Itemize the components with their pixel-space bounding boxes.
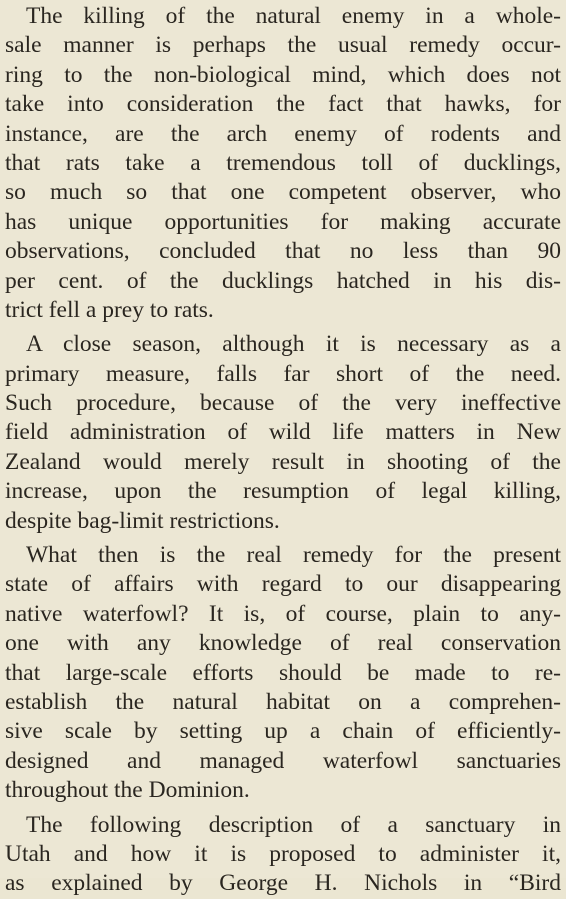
text-line: trict fell a prey to rats. <box>5 296 214 323</box>
text-line: establish the natural habitat on a comprehen- <box>5 688 561 715</box>
paragraph-4 <box>5 811 561 899</box>
text-line: native waterfowl? It is, of course, plain to any- <box>5 600 561 627</box>
text-line: throughout the Dominion. <box>5 777 250 804</box>
text-line: state of affairs with regard to our disappearing <box>5 571 561 598</box>
paragraph-3 <box>5 541 561 806</box>
text-line: The killing of the natural enemy in a whole- <box>26 3 561 29</box>
text-line: sale manner is perhaps the usual remedy occur- <box>5 32 561 59</box>
text-line: that large-scale efforts should be made to re- <box>5 659 561 686</box>
text-line: designed and managed waterfowl sanctuaries <box>5 747 561 774</box>
paragraph-2 <box>5 330 561 536</box>
text-line: primary measure, falls far short of the need. <box>5 360 561 387</box>
text-line: as explained by George H. Nichols in “Bird <box>5 870 561 897</box>
text-line: Such procedure, because of the very ineffective <box>5 390 561 417</box>
text-line: despite bag-limit restrictions. <box>5 507 280 534</box>
text-line: Zealand would merely result in shooting of the <box>5 448 561 475</box>
text-line: take into consideration the fact that hawks, for <box>5 91 561 118</box>
text-line: has unique opportunities for making accurate <box>5 208 561 235</box>
text-line: that rats take a tremendous toll of ducklings, <box>5 149 561 176</box>
text-line: per cent. of the ducklings hatched in his dis- <box>5 267 561 294</box>
text-line: one with any knowledge of real conservation <box>5 630 561 657</box>
text-line: What then is the real remedy for the present <box>26 542 561 569</box>
text-line: A close season, although it is necessary as a <box>26 331 561 358</box>
paragraph-1 <box>5 2 561 325</box>
text-line: field administration of wild life matters in New <box>5 419 561 446</box>
text-line: instance, are the arch enemy of rodents and <box>5 120 561 147</box>
text-line: observations, concluded that no less than 90 <box>5 238 561 265</box>
text-line: so much so that one competent observer, who <box>5 179 561 206</box>
text-line: ring to the non-biological mind, which does not <box>5 61 561 88</box>
text-column <box>5 2 561 899</box>
text-line: The following description of a sanctuary in <box>26 811 561 838</box>
text-line: Utah and how it is proposed to administer it, <box>5 840 561 867</box>
text-line: sive scale by setting up a chain of efficiently- <box>5 718 561 745</box>
text-line: increase, upon the resumption of legal killing, <box>5 478 561 505</box>
